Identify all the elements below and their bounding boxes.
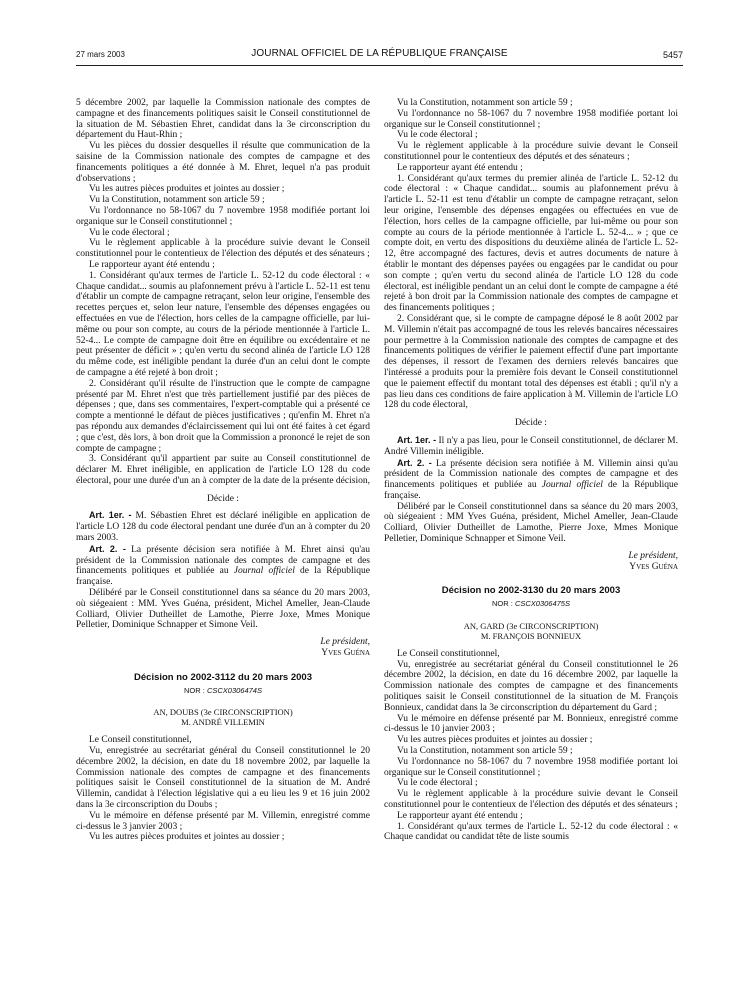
article-2 — [76, 544, 370, 588]
paragraph: Vu l'ordonnance no 58-1067 du 7 novembre 1958 modifiée portant loi organique sur le Conseil constitutionnel ; — [76, 205, 370, 227]
decide-heading: Décide : — [207, 493, 239, 504]
nor-code: CSCX0306475S — [514, 599, 570, 609]
journal-title: JOURNAL OFFICIEL DE LA RÉPUBLIQUE FRANÇAISE — [251, 48, 508, 59]
paragraph: Vu le code électoral ; — [397, 130, 478, 141]
header-date: 27 mars 2003 — [76, 50, 125, 59]
nor-reference — [76, 686, 370, 697]
paragraph: Vu le règlement applicable à la procédure suivie devant le Conseil constitutionnel pour le contentieux de l'élection des députés et des sénateurs ; — [76, 238, 370, 260]
candidate-name: M. ANDRÉ VILLEMIN — [181, 717, 265, 728]
paragraph: Vu les autres pièces produites et jointes au dossier ; — [89, 832, 285, 843]
paragraph: Le Conseil constitutionnel, — [89, 735, 192, 746]
article-text-end: de la République française. — [76, 566, 371, 588]
article-label: Art. 1er. - — [397, 434, 437, 445]
article-text: La présente décision sera notifiée à M. Ehret ainsi qu'au président de la Commission nationale des comptes de campagne et des financements politiques et publiée au — [76, 544, 370, 577]
article-label: Art. 1er. - — [89, 510, 132, 521]
nor-code: CSCX0306474S — [206, 685, 262, 695]
deliberation: Délibéré par le Conseil constitutionnel dans sa séance du 20 mars 2003, où siégeaient : MM Yves Guéna, président, Michel Ameller, Jean-Claude Colliard, Olivier Dutheillet de Lamothe, Pierre Joxe, Mmes Monique Pelletier, Dominique Schnapper et Simone Veil. — [384, 501, 678, 545]
article-text: La présente décision sera notifiée à M. Villemin ainsi qu'au président de la Commission nationale des comptes de campagne et des financements politiques et publiée au — [384, 458, 678, 491]
nor-label: NOR : — [184, 685, 207, 695]
left-column — [76, 98, 370, 843]
circonscription: AN, DOUBS (3e CIRCONSCRIPTION) — [153, 707, 293, 718]
paragraph: Vu, enregistrée au secrétariat général du Conseil constitutionnel le 20 décembre 2002, la décision, en date du 18 novembre 2002, par laquelle la Commission nationale des comptes de campagne et des financements politiques saisit le Conseil constitutionnel de la situation de M. André Villemin, candidat à l'élection législative qui a eu lieu les 9 et 16 juin 2002 dans la 3e circonscription du Doubs ; — [76, 746, 370, 811]
page-number: 5457 — [662, 50, 683, 60]
signature — [76, 637, 370, 659]
article-label: Art. 2. - — [89, 543, 126, 554]
paragraph: Vu les pièces du dossier desquelles il résulte que communication de la saisine de la Commission nationale des comptes de campagne et des financements politiques a été donnée à M. Ehret, lequel n'a pas produit d'observations ; — [76, 141, 370, 184]
paragraph: Vu, enregistrée au secrétariat général du Conseil constitutionnel le 26 décembre 2002, la décision, en date du 16 décembre 2002, par laquelle la Commission nationale des comptes de campagne et des financements politiques saisit le Conseil constitutionnel de la situation de M. François Bonnieux, candidat dans la 3e circonscription du département du Gard ; — [384, 659, 678, 713]
paragraph: 5 décembre 2002, par laquelle la Commission nationale des comptes de campagne et des financements politiques saisit le Conseil constitutionnel de la situation de M. Sébastien Ehret, candidat dans la 3e circonscription du département du Haut-Rhin ; — [76, 98, 370, 141]
signature-name: Yves Guéna — [629, 561, 678, 572]
article-label: Art. 2. - — [397, 457, 432, 468]
paragraph: Vu les autres pièces produites et jointes au dossier ; — [89, 184, 285, 195]
signature-name: Yves Guéna — [321, 648, 370, 659]
paragraph: Vu l'ordonnance no 58-1067 du 7 novembre 1958 modifiée portant loi organique sur le Conseil constitutionnel ; — [384, 756, 678, 778]
signature-title: Le président, — [320, 637, 370, 648]
signature — [384, 551, 678, 573]
article-text: M. Sébastien Ehret est déclaré inéligible en application de l'article LO 128 du code électoral pendant une durée d'un an à compter du 20 mars 2003. — [76, 511, 371, 544]
circonscription: AN, GARD (3e CIRCONSCRIPTION) — [463, 621, 599, 632]
paragraph: Vu le mémoire en défense présenté par M. Bonnieux, enregistré comme ci-dessus le 10 janvier 2003 ; — [384, 713, 678, 735]
paragraph: 1. Considérant qu'aux termes de l'article L. 52-12 du code électoral : « Chaque candidat ou candidat tête de liste soumis — [384, 821, 678, 843]
paragraph: Vu la Constitution, notamment son article 59 ; — [89, 195, 265, 206]
paragraph: Vu le code électoral ; — [89, 227, 170, 238]
paragraph: Vu la Constitution, notamment son article 59 ; — [397, 746, 573, 757]
nor-label: NOR : — [492, 599, 515, 609]
paragraph: 1. Considérant qu'aux termes de l'article L. 52-12 du code électoral : « Chaque candidat... soumis au plafonnement prévu à l'article L. 52-11 est tenu d'établir un compte de campagne retraçant, selon leur origine, l'ensemble des recettes perçues et, selon leur nature, l'ensemble des dépenses engagées ou effectuées en vue de l'élection, hors celles de la campagne officielle, par lui-même ou pour son compte, au cours de la période mentionnée à l'article L. 52-4... Le compte de campagne doit être en équilibre ou excédentaire et ne peut présenter de déficit » ; qu'en vertu du second alinéa de l'article LO 128 du même code, est inéligible pendant la durée d'un an celui dont le compte de campagne a été rejeté à bon droit ; — [76, 270, 370, 378]
paragraph: Vu le règlement applicable à la procédure suivie devant le Conseil constitutionnel pour le contentieux de l'élection des députés et des sénateurs ; — [384, 789, 678, 811]
nor-reference — [384, 599, 678, 610]
article-text: Il n'y a pas lieu, pour le Conseil constitutionnel, de déclarer M. André Villemin inéligible. — [384, 435, 679, 457]
candidate-name: M. FRANÇOIS BONNIEUX — [480, 631, 582, 642]
journal-reference: Journal officiel — [541, 480, 603, 491]
article-1 — [76, 510, 370, 543]
paragraph: Vu les autres pièces produites et jointes au dossier ; — [397, 735, 593, 746]
paragraph: 3. Considérant qu'il appartient par suite au Conseil constitutionnel de déclarer M. Ehret inéligible, en application de l'article LO 128 du code électoral, pour une durée d'un an à compter de la date de la présente décision, — [76, 454, 370, 486]
article-text-end: de la République française. — [384, 480, 679, 501]
article-2 — [384, 458, 678, 502]
signature-title: Le président, — [628, 550, 678, 561]
paragraph: Le Conseil constitutionnel, — [397, 648, 500, 659]
paragraph: Vu le code électoral ; — [397, 778, 478, 789]
journal-reference: Journal officiel — [233, 566, 295, 577]
paragraph: Vu le règlement applicable à la procédure suivie devant le Conseil constitutionnel pour le contentieux des députés et des sénateurs ; — [384, 141, 678, 162]
paragraph: Le rapporteur ayant été entendu ; — [397, 162, 523, 173]
paragraph: Le rapporteur ayant été entendu ; — [397, 810, 523, 821]
right-column — [384, 98, 678, 843]
paragraph: Vu le mémoire en défense présenté par M. Villemin, enregistré comme ci-dessus le 3 janvier 2003 ; — [76, 810, 370, 832]
decide-heading: Décide : — [515, 418, 547, 429]
paragraph: Vu l'ordonnance no 58-1067 du 7 novembre 1958 modifiée portant loi organique sur le Conseil constitutionnel ; — [384, 108, 678, 130]
deliberation: Délibéré par le Conseil constitutionnel dans sa séance du 20 mars 2003, où siégeaient : MM. Yves Guéna, président, Michel Ameller, Jean-Claude Colliard, Olivier Dutheillet de Lamothe, Pierre Joxe, Mmes Monique Pelletier, Dominique Schnapper et Simone Veil. — [76, 588, 370, 631]
article-1 — [384, 435, 678, 458]
paragraph: Vu la Constitution, notamment son article 59 ; — [397, 98, 573, 108]
decision-title: Décision no 2002-3112 du 20 mars 2003 — [134, 671, 312, 683]
decision-title: Décision no 2002-3130 du 20 mars 2003 — [441, 585, 621, 597]
paragraph: Le rapporteur ayant été entendu ; — [89, 259, 215, 270]
paragraph: 1. Considérant qu'aux termes du premier alinéa de l'article L. 52-12 du code électoral : « Chaque candidat... soumis au plafonnement prévu à l'article L. 52-11 est tenu d'établir un compte de campagne retraçant, selon leur origine, l'ensemble des dépenses engagées ou effectuées en vue de l'élection, hors celles de la campagne officielle, par lui-même ou pour son compte au cours de la période mentionnée à l'article L. 52-4... » ; que ce compte doit, en vertu des dispositions du deuxième alinéa de l'article L. 52-12, être accompagné des factures, devis et autres documents de nature à établir le montant des dépenses payées ou engagées par le candidat ou pour son compte ; qu'en vertu du second alinéa de l'article LO 128 du code électoral, est inéligible pendant un an celui dont le compte de campagne a été rejeté à bon droit par la Commission nationale des comptes de campagne et des financements politiques ; — [384, 173, 678, 314]
header-rule — [76, 65, 683, 66]
paragraph: 2. Considérant que, si le compte de campagne déposé le 8 août 2002 par M. Villemin n'était pas accompagné de tous les relevés bancaires nécessaires pour permettre à la Commission nationale des comptes de campagne et des financements politiques de vérifier le paiement effectif d'une part importante des dépenses, il ressort de l'examen des derniers relevés bancaires que l'intéressé a produits pour la première fois devant le Conseil constitutionnel que le paiement effectif du montant total des dépenses est établi ; qu'il n'y a pas lieu dans ces conditions de faire application à M. Villemin de l'article LO 128 du code électoral, — [384, 313, 678, 411]
paragraph: 2. Considérant qu'il résulte de l'instruction que le compte de campagne présenté par M. Ehret n'est que très partiellement justifié par des pièces de dépenses ; que, dans ses commentaires, l'expert-comptable qui a présenté ce compte a mentionné le défaut de pièces justificatives ; qu'enfin M. Ehret n'a pas répondu aux demandes d'éclaircissement qui lui ont été faites à cet égard ; que c'est, dès lors, à bon droit que la Commission a prononcé le rejet de son compte de campagne ; — [76, 378, 370, 454]
page-header — [76, 50, 683, 64]
